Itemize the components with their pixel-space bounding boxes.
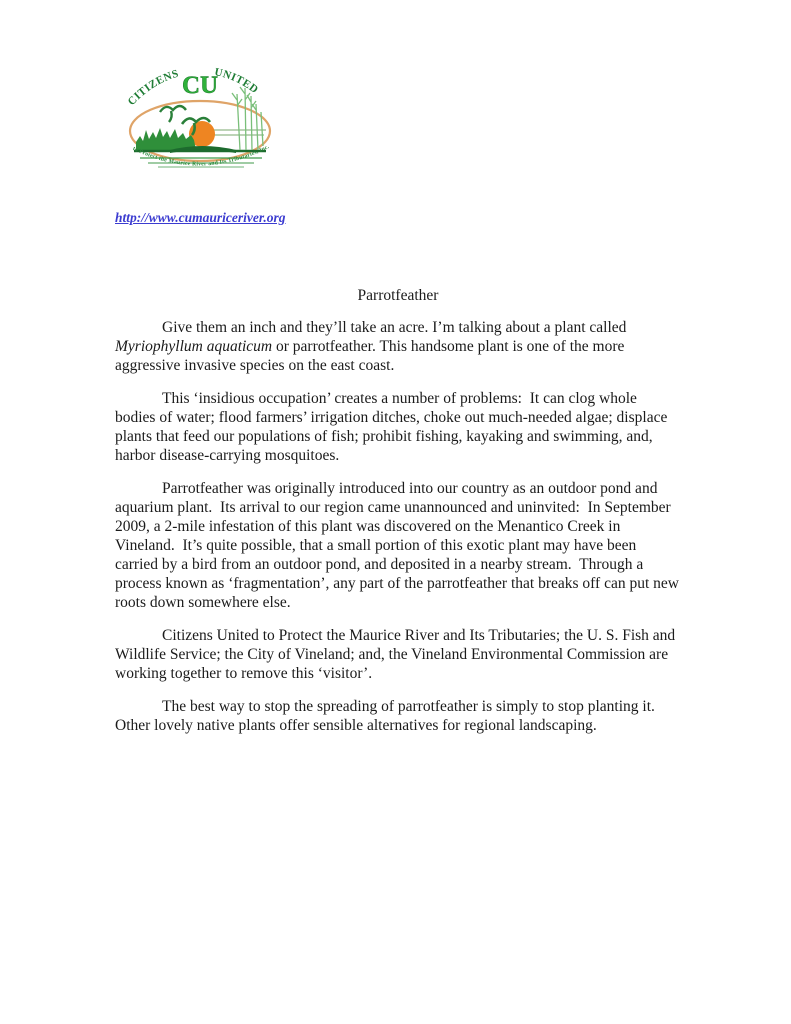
paragraph-4-text: Citizens United to Protect the Maurice River and Its Tributaries; the U. S. Fish and Wildlife Service; the City of Vineland; and, the Vineland Environmental Commission are working together to remove this ‘visitor’.: [115, 627, 679, 682]
paragraph-1: [115, 318, 681, 375]
paragraph-5-text: The best way to stop the spreading of parrotfeather is simply to stop planting it. Other lovely native plants offer sensible alternatives for regional landscaping.: [115, 698, 659, 734]
bird-icon: [160, 106, 186, 122]
citizens-arc-text: CITIZENS: [125, 67, 181, 108]
paragraph-1-species-name: Myriophyllum aquaticum: [115, 338, 273, 355]
paragraph-3: [115, 479, 681, 612]
cu-logo-graphic: [120, 64, 272, 180]
cu-logo: [120, 64, 272, 180]
reeds-graphic: [232, 87, 263, 150]
paragraph-5: [115, 697, 681, 735]
website-link[interactable]: http://www.cumauriceriver.org: [115, 210, 286, 225]
paragraph-1-run-3: or parrotfeather. This handsome plant is one of the more aggressive invasive species on the east coast.: [115, 338, 629, 374]
cu-initials: CU: [181, 72, 219, 99]
document-body: [115, 286, 681, 749]
marsh-graphic: [136, 128, 196, 150]
united-arc-text: UNITED: [213, 66, 261, 97]
horizon-lines: [214, 130, 266, 135]
paragraph-3-text: Parrotfeather was originally introduced into our country as an outdoor pond and aquarium plant. Its arrival to our region came unannounced and uninvited: In September 2009, a 2-mile infestation of this plant was discovered on the Menantico Creek in Vineland. It’s quite possible, that a small portion of this exotic plant may have been carried by a bird from an outdoor pond, and deposited in a nearby stream. Through a process known as ‘fragmentation’, any part of the parrotfeather that breaks off can put new roots down somewhere else.: [115, 480, 683, 611]
paragraph-2: [115, 389, 681, 465]
logo-tagline: to Protect the Maurice River and Its Tributaries, Inc.: [131, 144, 271, 168]
paragraph-1-run-1: Give them an inch and they’ll take an acre. I’m talking about a plant called: [162, 319, 631, 336]
link-row: [115, 209, 286, 227]
paragraph-2-text: This ‘insidious occupation’ creates a number of problems: It can clog whole bodies of water; flood farmers’ irrigation ditches, choke out much-needed algae; displace plants that feed our populations of fish; prohibit fishing, kayaking and swimming, and, harbor disease-carrying mosquitoes.: [115, 390, 672, 464]
document-heading: Parrotfeather: [357, 287, 439, 304]
paragraph-4: [115, 626, 681, 683]
